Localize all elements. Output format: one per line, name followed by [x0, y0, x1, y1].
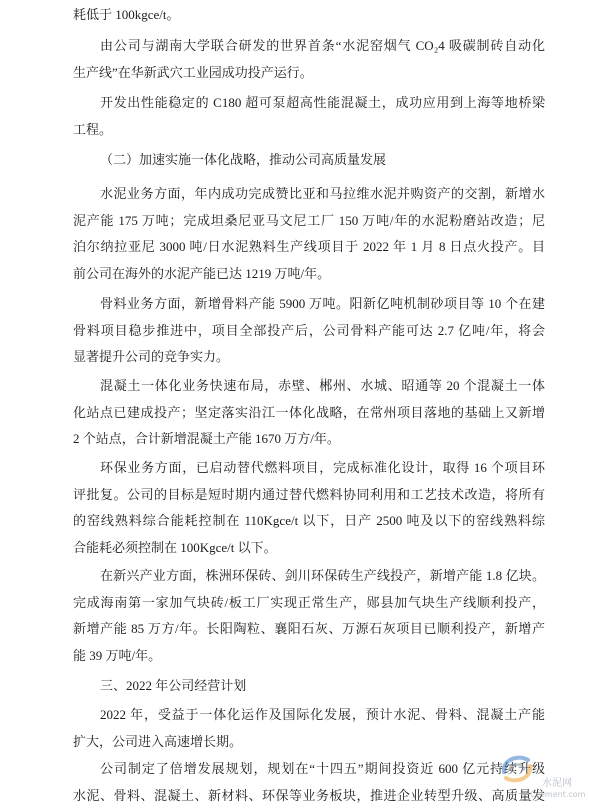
text-line: 水泥、骨料、混凝土、新材料、环保等业务板块，推进企业转型升级、高质量发 — [73, 787, 545, 803]
paragraph — [73, 2, 545, 29]
text-line: 环保业务方面，已启动替代燃料项目，完成标准化设计，取得 16 个项目环 — [100, 460, 545, 475]
section-heading — [73, 147, 545, 174]
text-line: 混凝土一体化业务快速布局，赤壁、郴州、水城、昭通等 20 个混凝土一体 — [100, 378, 545, 393]
paragraph — [73, 181, 545, 287]
paragraph — [73, 702, 545, 755]
paragraph — [73, 373, 545, 453]
text-line: 在新兴产业方面，株洲环保砖、剑川环保砖生产线投产，新增产能 1.8 亿块。 — [100, 568, 545, 583]
paragraph — [73, 455, 545, 561]
watermark-brand: 水泥网 — [542, 778, 572, 789]
text-line: 三、2022 年公司经营计划 — [100, 678, 247, 693]
text-line: 泥产能 175 万吨；完成坦桑尼亚马文尼工厂 150 万吨/年的水泥粉磨站改造；尼 — [73, 212, 545, 228]
text-line: 化站点已建成投产；坚定落实沿江一体化战略，在常州项目落地的基础上又新增 — [73, 404, 545, 420]
text-line: 的窑线熟料综合能耗控制在 110Kgce/t 以下，日产 2500 吨及以下的窑线熟料综 — [73, 513, 545, 528]
text-line: 骨料业务方面，新增骨料产能 5900 万吨。阳新亿吨机制砂项目等 10 个在建 — [100, 296, 545, 311]
text-line: 水泥业务方面，年内成功完成赞比亚和马拉维水泥并购资产的交割，新增水 — [100, 186, 545, 201]
text-line: 由公司与湖南大学联合研发的世界首条“水泥窑烟气 CO₂4 吸碳制砖自动化 — [100, 38, 545, 53]
paragraph — [73, 33, 545, 86]
text-line: 耗低于 100kgce/t。 — [73, 7, 180, 22]
paragraph — [73, 90, 545, 143]
text-line: 2 个站点，合计新增混凝土产能 1670 万方/年。 — [73, 431, 340, 446]
section-heading — [73, 673, 545, 700]
text-line: 新增产能 85 万方/年。长阳陶粒、襄阳石灰、万源石灰项目已顺利投产，新增产 — [73, 621, 545, 636]
watermark-site: Ccement.com — [530, 790, 586, 799]
text-line: 2022 年，受益于一体化运作及国际化发展，预计水泥、骨料、混凝土产能 — [100, 707, 545, 722]
paragraph — [73, 756, 545, 809]
text-line: 公司制定了倍增发展规划，规划在“十四五”期间投资近 600 亿元持续升级 — [100, 761, 545, 776]
text-line: （二）加速实施一体化战略，推动公司高质量发展 — [100, 152, 387, 167]
text-line: 完成海南第一家加气块砖/板工厂实现正常生产，郧县加气块生产线顺利投产， — [73, 594, 545, 610]
text-line: 泊尔纳拉亚尼 3000 吨/日水泥熟料生产线项目于 2022 年 1 月 8 日点火投产。目 — [73, 239, 545, 254]
text-line: 工程。 — [73, 121, 113, 137]
text-line: 生产线”在华新武穴工业园成功投产运行。 — [73, 64, 313, 80]
text-line: 开发出性能稳定的 C180 超可泵超高性能混凝土，成功应用到上海等地桥梁 — [100, 95, 545, 110]
text-line: 评批复。公司的目标是短时期内通过替代燃料协同利用和工艺技术改造，将所有 — [73, 486, 545, 502]
text-line: 骨料项目稳步推进中，项目全部投产后，公司骨料产能可达 2.7 亿吨/年，将会 — [73, 322, 545, 338]
paragraph — [73, 291, 545, 371]
text-line: 前公司在海外的水泥产能已达 1219 万吨/年。 — [73, 265, 331, 281]
text-line: 显著提升公司的竞争实力。 — [73, 349, 230, 364]
text-line: 能 39 万吨/年。 — [73, 647, 162, 663]
paragraph — [73, 563, 545, 669]
text-line: 合能耗必须控制在 100Kgce/t 以下。 — [73, 539, 277, 555]
text-line: 扩大，公司进入高速增长期。 — [73, 733, 243, 749]
